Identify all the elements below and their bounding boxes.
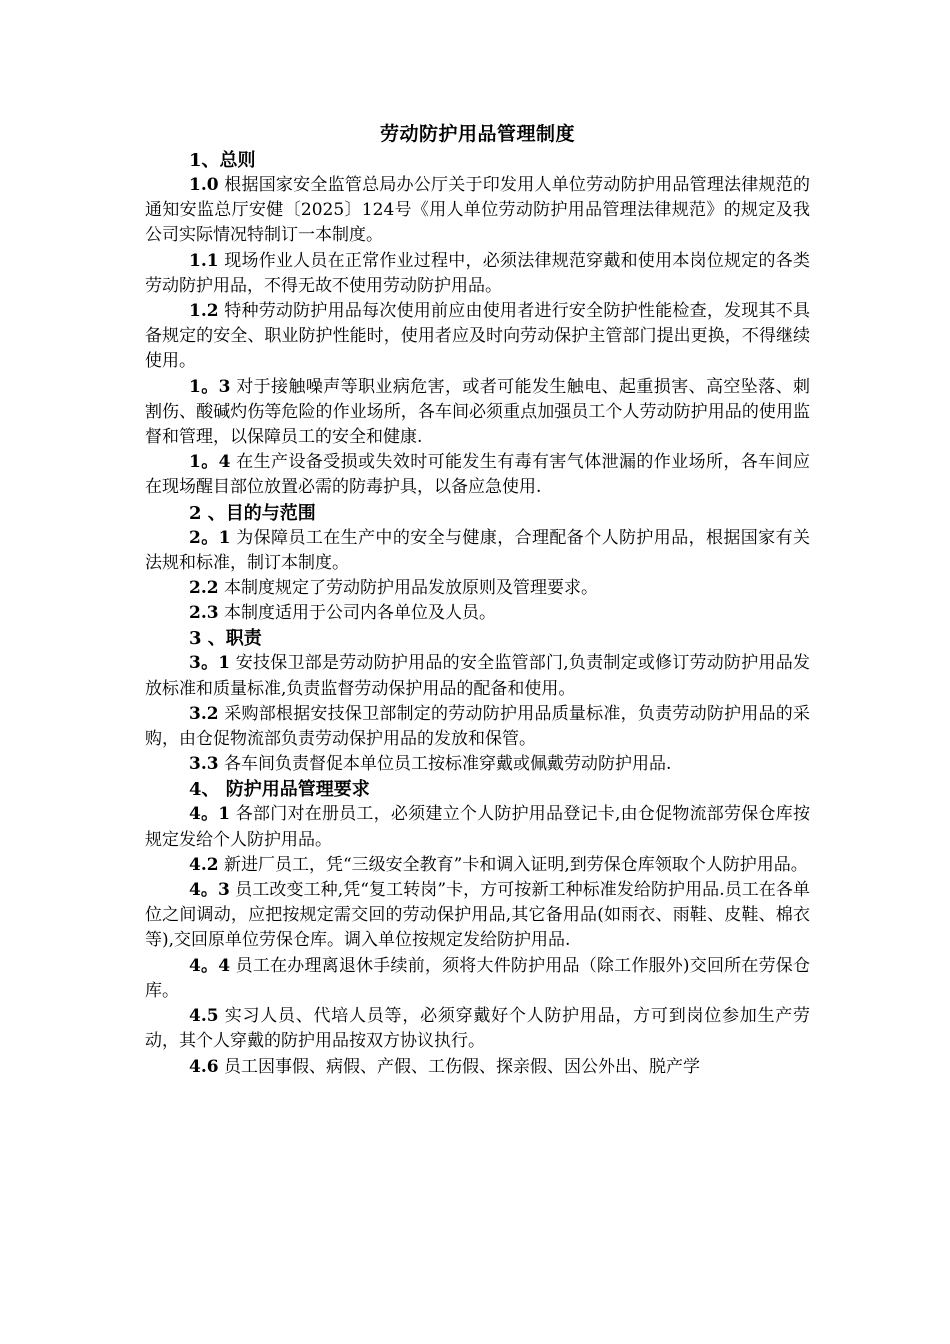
- clause-paragraph: [145, 576, 810, 601]
- section-heading: 1、总则: [189, 150, 256, 171]
- clause-paragraph: [145, 450, 810, 500]
- document-body: [145, 148, 810, 1080]
- section-heading: 2 、目的与范围: [189, 502, 316, 524]
- clause-text: 实习人员、代培人员等，必须穿戴好个人防护用品，方可到岗位参加生产劳动，其个人穿戴的防护用品按双方协议执行。: [145, 1006, 810, 1052]
- clause-text: 采购部根据安技保卫部制定的劳动防护用品质量标准，负责劳动防护用品的采购，由仓促物流部负责劳动保护用品的发放和保管。: [145, 703, 810, 750]
- clause-text: 本制度规定了劳动防护用品发放原则及管理要求。: [218, 578, 598, 599]
- clause-paragraph: [145, 1004, 810, 1054]
- clause-text: 特种劳动防护用品每次使用前应由使用者进行安全防护性能检查，发现其不具备规定的安全、职业防护性能时，使用者应及时向劳动保护主管部门提出更换，不得继续使用。: [145, 301, 810, 372]
- clause-paragraph: [145, 878, 810, 954]
- clause-number: 1.1: [189, 250, 219, 271]
- clause-paragraph: [145, 375, 810, 451]
- clause-number: 4.2: [189, 854, 219, 875]
- clause-text: 员工因事假、病假、产假、工伤假、探亲假、因公外出、脱产学: [218, 1056, 700, 1077]
- clause-text: 安技保卫部是劳动防护用品的安全监管部门,负责制定或修订劳动防护用品发放标准和质量标准,负责监督劳动保护用品的配备和使用。: [145, 653, 810, 699]
- clause-paragraph: [145, 853, 810, 878]
- clause-text: 本制度适用于公司内各单位及人员。: [218, 603, 496, 624]
- clause-number: 4。3: [189, 880, 230, 901]
- clause-number: 4。4: [189, 955, 231, 976]
- clause-number: 3.3: [189, 754, 219, 775]
- clause-paragraph: [145, 954, 810, 1004]
- clause-paragraph: [145, 702, 810, 752]
- clause-paragraph: [145, 802, 810, 852]
- clause-number: 1。3: [189, 376, 231, 397]
- clause-paragraph: [145, 601, 810, 626]
- clause-text: 根据国家安全监管总局办公厅关于印发用人单位劳动防护用品管理法律规范的通知安监总厅安健〔2025〕124号《用人单位劳动防护用品管理法律规范》的规定及我公司实际情况特制订一本制度。: [145, 175, 810, 246]
- clause-paragraph: [145, 1055, 810, 1080]
- clause-number: 2.2: [189, 578, 219, 599]
- clause-number: 4.6: [189, 1056, 219, 1077]
- clause-text: 各部门对在册员工，必须建立个人防护用品登记卡,由仓促物流部劳保仓库按规定发给个人防护用品。: [145, 804, 810, 850]
- clause-paragraph: [145, 651, 810, 701]
- clause-paragraph: [145, 249, 810, 299]
- clause-paragraph: [145, 526, 810, 576]
- clause-text: 员工在办理离退休手续前，须将大件防护用品（除工作服外)交回所在劳保仓库。: [145, 955, 810, 1001]
- document-page: [145, 120, 810, 1080]
- clause-paragraph: [145, 173, 810, 249]
- clause-number: 3。1: [189, 653, 231, 674]
- clause-text: 为保障员工在生产中的安全与健康，合理配备个人防护用品，根据国家有关法规和标准，制订本制度。: [145, 527, 810, 573]
- clause-text: 各车间负责督促本单位员工按标准穿戴或佩戴劳动防护用品.: [218, 754, 672, 775]
- clause-text: 对于接触噪声等职业病危害，或者可能发生触电、起重损害、高空坠落、刺割伤、酸碱灼伤等危险的作业场所，各车间必须重点加强员工个人劳动防护用品的使用监督和管理，以保障员工的安全和健康.: [145, 376, 810, 448]
- clause-paragraph: [145, 752, 810, 777]
- clause-text: 员工改变工种,凭“复工转岗”卡，方可按新工种标准发给防护用品.员工在各单位之间调动，应把按规定需交回的劳动保护用品,其它备用品(如雨衣、雨鞋、皮鞋、棉衣等),交回原单位劳保仓库。调入单位按规定发给防护用品.: [145, 880, 810, 951]
- document-title: 劳动防护用品管理制度: [379, 123, 575, 145]
- section-heading: 3 、职责: [189, 628, 262, 650]
- clause-number: 2.3: [189, 603, 219, 624]
- clause-number: 1.2: [189, 301, 219, 322]
- clause-text: 在生产设备受损或失效时可能发生有毒有害气体泄漏的作业场所，各车间应在现场醒目部位放置必需的防毒护具，以备应急使用.: [145, 452, 810, 498]
- clause-number: 2。1: [189, 527, 231, 548]
- clause-number: 1.0: [189, 175, 219, 195]
- clause-number: 3.2: [189, 703, 219, 724]
- clause-text: 现场作业人员在正常作业过程中，必须法律规范穿戴和使用本岗位规定的各类劳动防护用品，不得无故不使用劳动防护用品。: [145, 250, 810, 296]
- clause-paragraph: [145, 299, 810, 375]
- section-heading: 4、 防护用品管理要求: [189, 779, 370, 801]
- clause-number: 4.5: [189, 1006, 219, 1027]
- clause-text: 新进厂员工，凭“三级安全教育”卡和调入证明,到劳保仓库领取个人防护用品。: [218, 854, 808, 875]
- clause-number: 4。1: [189, 804, 231, 825]
- clause-number: 1。4: [189, 452, 231, 473]
